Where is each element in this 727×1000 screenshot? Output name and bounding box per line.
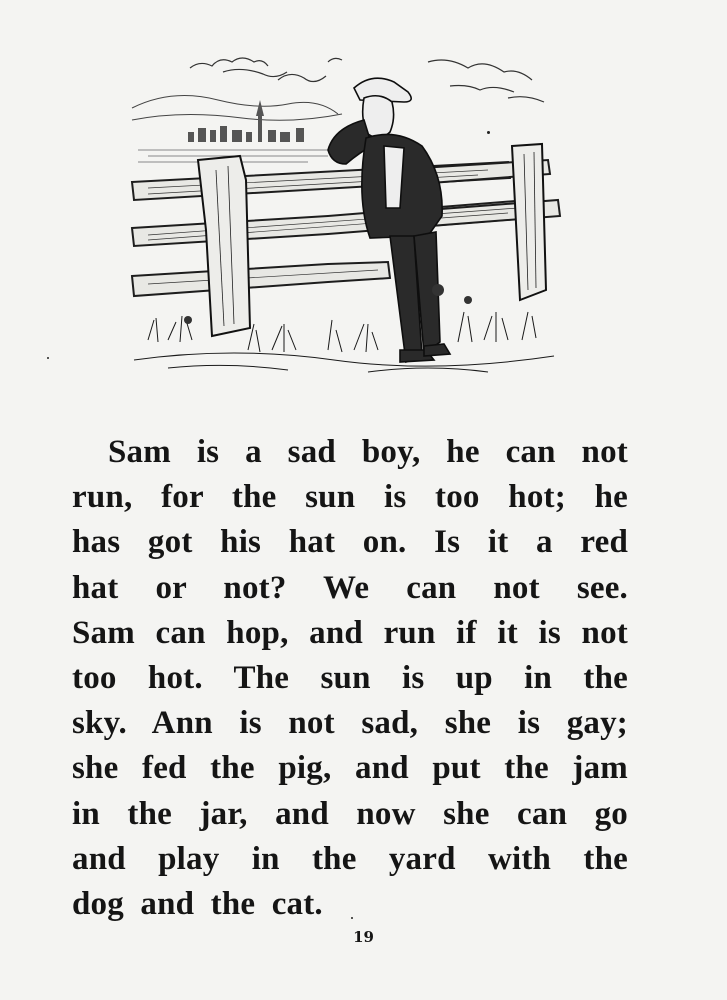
passage-line-last: [72, 882, 628, 927]
passage-line: Sam is a sad boy, he can not: [108, 434, 628, 470]
engraving-illustration: [128, 50, 564, 390]
passage-line-last-text: dog and the cat.: [72, 885, 323, 922]
passage-line: too hot. The sun is up in the: [72, 659, 628, 696]
passage-line: run, for the sun is too hot; he: [72, 479, 628, 516]
passage-line: and play in the yard with the: [72, 840, 628, 877]
passage-line: sky. Ann is not sad, she is gay;: [72, 705, 628, 742]
ink-speck: [487, 131, 490, 134]
page-number: 19: [353, 928, 374, 946]
ink-speck: [47, 357, 49, 359]
passage-line: hat or not? We can not see.: [72, 569, 628, 606]
passage-line: has got his hat on. Is it a red: [72, 524, 628, 561]
boy-at-fence-image: [128, 50, 564, 390]
passage-line: in the jar, and now she can go: [72, 795, 628, 832]
reading-passage: [72, 430, 628, 927]
passage-line: Sam can hop, and run if it is not: [72, 614, 628, 651]
passage-line: she fed the pig, and put the jam: [72, 750, 628, 787]
